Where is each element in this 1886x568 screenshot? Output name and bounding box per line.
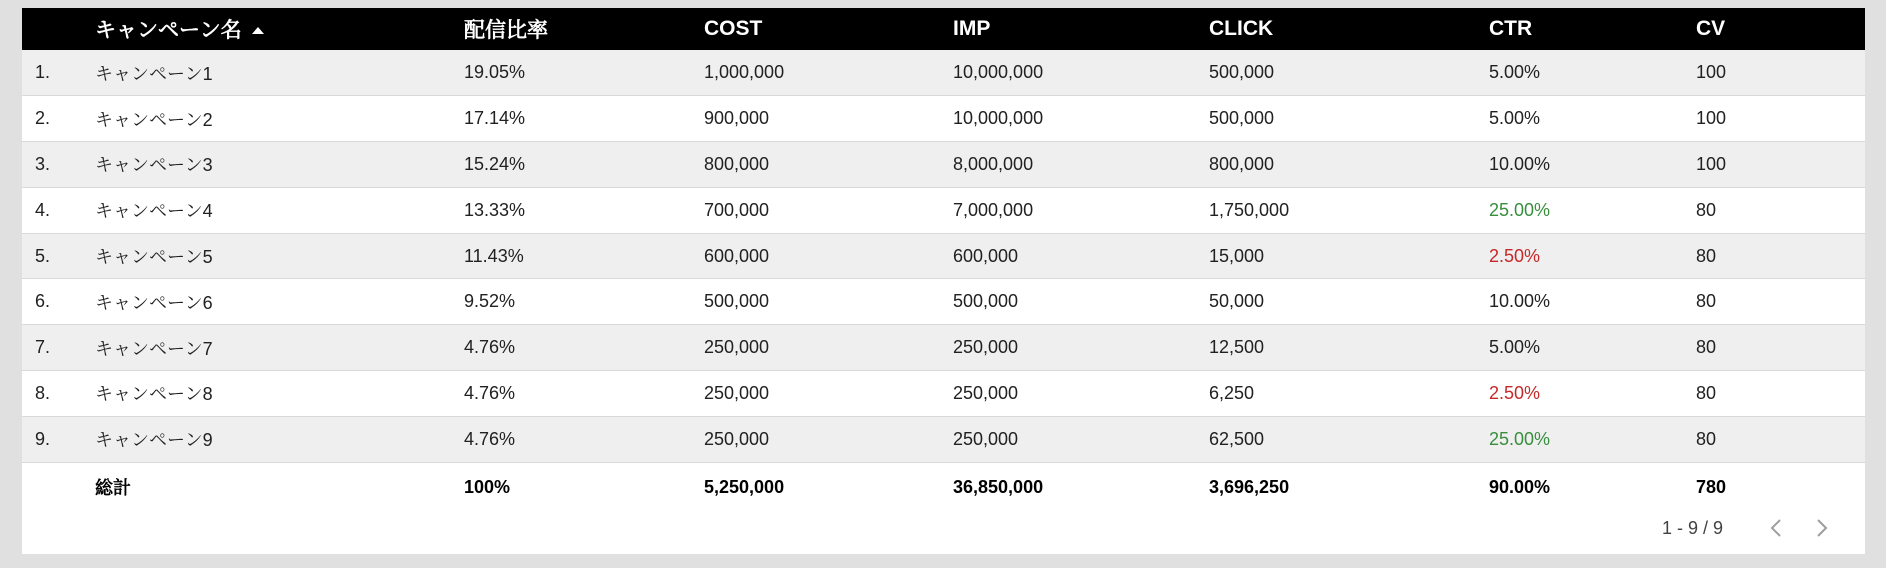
- totals-index: [22, 462, 95, 512]
- cell-click: 6,250: [1209, 382, 1255, 403]
- cell-ctr: 25.00%: [1489, 428, 1551, 449]
- cell-name: キャンペーン2: [95, 109, 213, 130]
- cell-name: キャンペーン3: [95, 155, 213, 176]
- cell-name: キャンペーン4: [95, 201, 213, 222]
- cell-ctr: 5.00%: [1489, 108, 1541, 129]
- totals-rate: 100%: [464, 476, 511, 497]
- next-page-button[interactable]: [1799, 510, 1845, 546]
- header-click[interactable]: CLICK: [1209, 17, 1274, 40]
- header-cv[interactable]: CV: [1696, 17, 1726, 40]
- cell-idx: 3.: [35, 153, 51, 174]
- cell-ctr: 2.50%: [1489, 382, 1541, 403]
- cell-idx: 7.: [35, 337, 51, 358]
- cell-cv: 100: [1696, 62, 1727, 83]
- cell-ctr: 10.00%: [1489, 153, 1551, 174]
- cell-name: キャンペーン7: [95, 338, 213, 359]
- header-ctr[interactable]: CTR: [1489, 17, 1533, 40]
- totals-click: 3,696,250: [1209, 476, 1290, 497]
- table-row[interactable]: [22, 279, 1865, 325]
- cell-idx: 1.: [35, 62, 51, 83]
- pagination: [1662, 510, 1845, 546]
- cell-imp: 10,000,000: [953, 62, 1044, 83]
- cell-imp: 250,000: [953, 428, 1019, 449]
- cell-idx: 4.: [35, 199, 51, 220]
- totals-cost: 5,250,000: [704, 476, 785, 497]
- cell-ctr: 25.00%: [1489, 199, 1551, 220]
- cell-cost: 900,000: [704, 108, 770, 129]
- totals-label: 総計: [95, 478, 131, 499]
- cell-click: 12,500: [1209, 337, 1265, 358]
- cell-ctr: 10.00%: [1489, 291, 1551, 312]
- cell-click: 15,000: [1209, 245, 1265, 266]
- cell-imp: 600,000: [953, 245, 1019, 266]
- cell-rate: 13.33%: [464, 199, 526, 220]
- cell-cost: 1,000,000: [704, 62, 785, 83]
- chevron-right-icon: [1815, 518, 1829, 538]
- cell-name: キャンペーン9: [95, 430, 213, 451]
- cell-idx: 2.: [35, 108, 51, 129]
- header-campaign-name[interactable]: [95, 8, 464, 50]
- campaign-table: [22, 8, 1865, 512]
- table-row[interactable]: [22, 416, 1865, 462]
- cell-ctr: 2.50%: [1489, 245, 1541, 266]
- cell-idx: 8.: [35, 382, 51, 403]
- table-row[interactable]: [22, 96, 1865, 142]
- table-row[interactable]: [22, 233, 1865, 279]
- header-index: [22, 8, 95, 50]
- cell-idx: 6.: [35, 291, 51, 312]
- table-row[interactable]: [22, 187, 1865, 233]
- cell-ctr: 5.00%: [1489, 337, 1541, 358]
- cell-rate: 4.76%: [464, 428, 516, 449]
- cell-rate: 4.76%: [464, 337, 516, 358]
- cell-cv: 80: [1696, 382, 1717, 403]
- header-delivery-rate[interactable]: 配信比率: [464, 19, 548, 42]
- cell-click: 62,500: [1209, 428, 1265, 449]
- cell-idx: 9.: [35, 428, 51, 449]
- header-imp[interactable]: IMP: [953, 17, 991, 40]
- cell-rate: 11.43%: [464, 245, 524, 266]
- cell-cv: 100: [1696, 153, 1727, 174]
- cell-rate: 9.52%: [464, 291, 516, 312]
- totals-ctr: 90.00%: [1489, 476, 1551, 497]
- table-row[interactable]: [22, 325, 1865, 371]
- cell-imp: 10,000,000: [953, 108, 1044, 129]
- cell-cost: 500,000: [704, 291, 770, 312]
- cell-rate: 4.76%: [464, 382, 516, 403]
- sort-ascending-icon[interactable]: [252, 27, 264, 34]
- cell-cv: 80: [1696, 199, 1717, 220]
- totals-cv: 780: [1696, 476, 1727, 497]
- cell-cv: 80: [1696, 245, 1717, 266]
- cell-imp: 7,000,000: [953, 199, 1034, 220]
- chevron-left-icon: [1769, 518, 1783, 538]
- cell-cv: 80: [1696, 337, 1717, 358]
- cell-cost: 700,000: [704, 199, 770, 220]
- cell-cv: 80: [1696, 291, 1717, 312]
- cell-imp: 8,000,000: [953, 153, 1034, 174]
- cell-cost: 250,000: [704, 337, 770, 358]
- cell-rate: 19.05%: [464, 62, 526, 83]
- cell-click: 500,000: [1209, 62, 1275, 83]
- cell-name: キャンペーン5: [95, 247, 213, 268]
- header-campaign-name-label: キャンペーン名: [95, 19, 242, 42]
- cell-cost: 800,000: [704, 153, 770, 174]
- cell-cv: 100: [1696, 108, 1727, 129]
- cell-cv: 80: [1696, 428, 1717, 449]
- prev-page-button[interactable]: [1753, 510, 1799, 546]
- cell-click: 50,000: [1209, 291, 1265, 312]
- cell-cost: 600,000: [704, 245, 770, 266]
- cell-rate: 15.24%: [464, 153, 526, 174]
- table-body: [22, 50, 1865, 512]
- cell-click: 1,750,000: [1209, 199, 1290, 220]
- totals-row: [22, 462, 1865, 512]
- cell-name: キャンペーン8: [95, 384, 213, 405]
- table-row[interactable]: [22, 371, 1865, 417]
- cell-idx: 5.: [35, 245, 51, 266]
- cell-name: キャンペーン6: [95, 292, 213, 313]
- totals-imp: 36,850,000: [953, 476, 1044, 497]
- cell-ctr: 5.00%: [1489, 62, 1541, 83]
- cell-click: 500,000: [1209, 108, 1275, 129]
- table-header-row: [22, 8, 1865, 50]
- table-row[interactable]: [22, 50, 1865, 96]
- header-cost[interactable]: COST: [704, 17, 763, 40]
- table-row[interactable]: [22, 142, 1865, 188]
- cell-cost: 250,000: [704, 382, 770, 403]
- cell-cost: 250,000: [704, 428, 770, 449]
- cell-name: キャンペーン1: [95, 63, 213, 84]
- cell-rate: 17.14%: [464, 108, 526, 129]
- cell-imp: 500,000: [953, 291, 1019, 312]
- page-range-info: 1 - 9 / 9: [1661, 517, 1723, 538]
- cell-click: 800,000: [1209, 153, 1275, 174]
- cell-imp: 250,000: [953, 337, 1019, 358]
- campaign-table-card: [22, 8, 1865, 554]
- cell-imp: 250,000: [953, 382, 1019, 403]
